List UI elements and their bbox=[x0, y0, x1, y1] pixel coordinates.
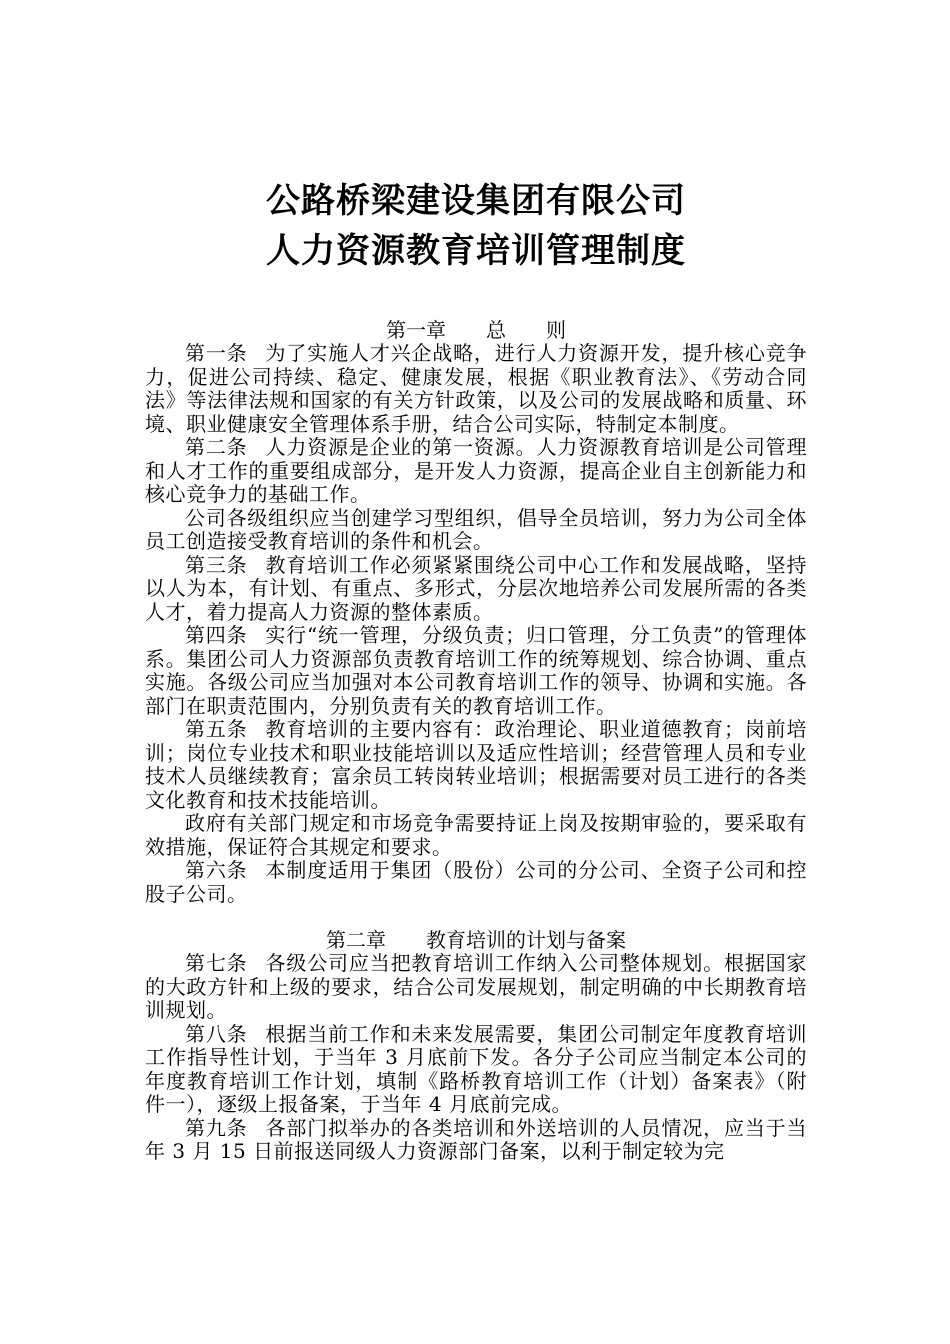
article-number: 第九条 bbox=[185, 1115, 248, 1140]
chapter-heading: 第一章 总 则 bbox=[386, 318, 566, 342]
article-paragraph bbox=[145, 342, 807, 436]
article-number: 第三条 bbox=[185, 552, 248, 577]
document-page bbox=[145, 176, 807, 1164]
title-line-1: 公路桥梁建设集团有限公司 bbox=[266, 181, 686, 221]
article-text: 教育培训工作必须紧紧围绕公司中心工作和发展战略，坚持以人为本，有计划、有重点、多形式，分层次地培养公司发展所需的各类人才，着力提高人力资源的整体素质。 bbox=[145, 552, 808, 624]
article-number: 第一条 bbox=[185, 341, 248, 365]
article-number: 第二条 bbox=[185, 435, 248, 459]
article-text: 各级公司应当把教育培训工作纳入公司整体规划。根据国家的大政方针和上级的要求，结合公司发展规划，制定明确的中长期教育培训规划。 bbox=[145, 951, 808, 1022]
body-paragraph bbox=[145, 812, 807, 859]
article-text: 本制度适用于集团（股份）公司的分公司、全资子公司和控股子公司。 bbox=[145, 858, 808, 906]
article-text: 实行“统一管理，分级负责；归口管理，分工负责”的管理体系。集团公司人力资源部负责教育培训工作的统筹规划、综合协调、重点实施。各级公司应当加强对本公司教育培训工作的领导、协调和实施。各部门在职责范围内，分别负责有关的教育培训工作。 bbox=[145, 623, 808, 718]
article-text: 人力资源是企业的第一资源。人力资源教育培训是公司管理和人才工作的重要组成部分，是开发人力资源，提高企业自主创新能力和核心竞争力的基础工作。 bbox=[145, 435, 808, 506]
article-number: 第五条 bbox=[185, 717, 248, 741]
title-line-2: 人力资源教育培训管理制度 bbox=[266, 231, 686, 271]
paragraph-text: 政府有关部门规定和市场竞争需要持证上岗及按期审验的，要采取有效措施，保证符合其规定和要求。 bbox=[145, 811, 807, 859]
chapter-2 bbox=[145, 929, 807, 1164]
article-number: 第七条 bbox=[185, 951, 248, 975]
article-number: 第四条 bbox=[185, 623, 248, 647]
article-paragraph bbox=[145, 952, 807, 1023]
chapter-heading: 第二章 教育培训的计划与备案 bbox=[326, 928, 626, 952]
article-paragraph bbox=[145, 554, 807, 625]
article-text: 根据当前工作和未来发展需要，集团公司制定年度教育培训工作指导性计划，于当年 3 月底前下发。各分子公司应当制定本公司的年度教育培训工作计划，填制《路桥教育培训工作（计划）备案表》（附件一），逐级上报备案，于当年 4 月底前完成。 bbox=[145, 1021, 808, 1116]
article-number: 第六条 bbox=[185, 858, 248, 882]
article-paragraph bbox=[145, 624, 807, 718]
article-paragraph bbox=[145, 859, 807, 906]
article-paragraph bbox=[145, 1023, 807, 1117]
article-paragraph bbox=[145, 436, 807, 507]
paragraph-text: 公司各级组织应当创建学习型组织，倡导全员培训，努力为公司全体员工创造接受教育培训的条件和机会。 bbox=[145, 505, 807, 553]
article-number: 第八条 bbox=[185, 1021, 248, 1046]
article-text: 为了实施人才兴企战略，进行人力资源开发，提升核心竞争力，促进公司持续、稳定、健康发展，根据《职业教育法》、《劳动合同法》等法律法规和国家的有关方针政策，以及公司的发展战略和质量、环境、职业健康安全管理体系手册，结合公司实际，特制定本制度。 bbox=[145, 341, 808, 436]
article-text: 教育培训的主要内容有：政治理论、职业道德教育；岗前培训；岗位专业技术和职业技能培训以及适应性培训；经营管理人员和专业技术人员继续教育；富余员工转岗转业培训；根据需要对员工进行的各类文化教育和技术技能培训。 bbox=[145, 717, 808, 812]
article-paragraph bbox=[145, 718, 807, 812]
body-paragraph bbox=[145, 507, 807, 554]
document-title bbox=[145, 176, 807, 276]
chapter-1 bbox=[145, 319, 807, 906]
article-paragraph bbox=[145, 1117, 807, 1164]
article-text: 各部门拟举办的各类培训和外送培训的人员情况，应当于当年 3 月 15 日前报送同级人力资源部门备案，以利于制定较为完 bbox=[145, 1115, 808, 1163]
